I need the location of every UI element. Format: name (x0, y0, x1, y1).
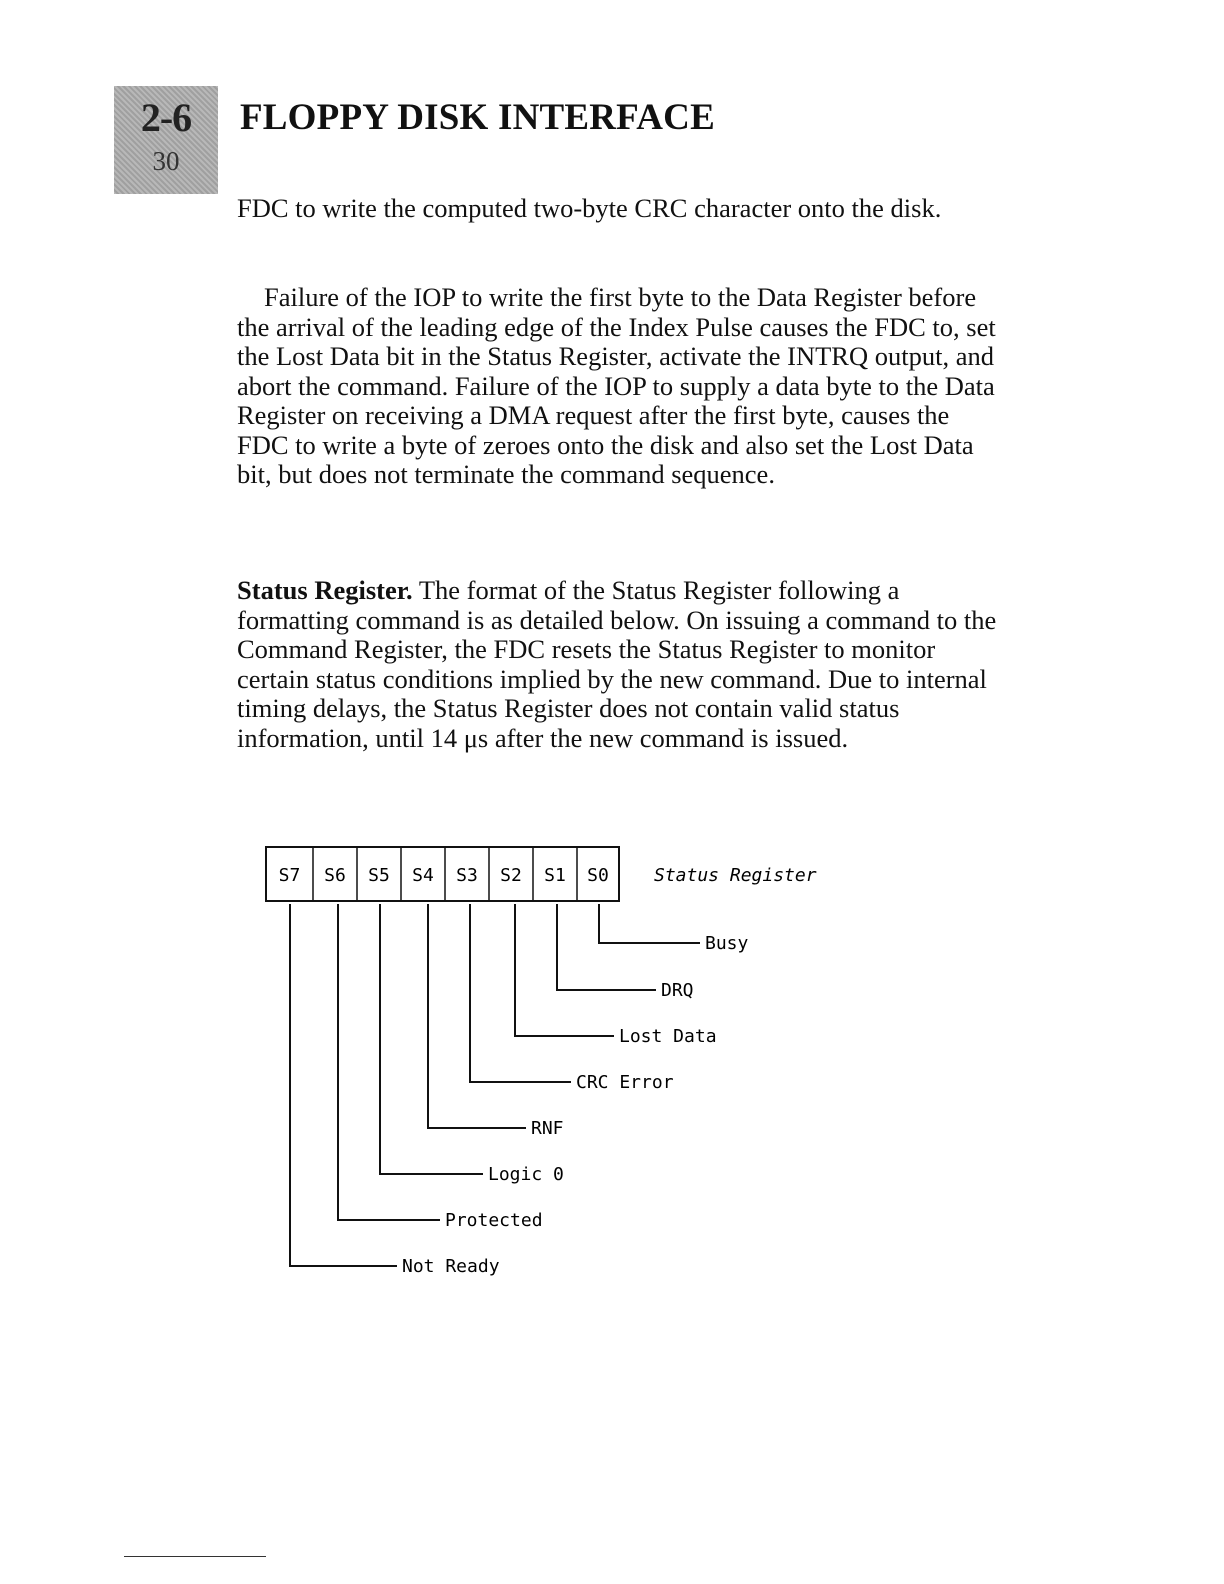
bit-label-s6: S6 (324, 865, 346, 886)
section-number: 2-6 (140, 95, 192, 140)
leader-line-s6 (338, 904, 440, 1220)
page-title: FLOPPY DISK INTERFACE (240, 97, 715, 138)
leader-line-s3 (470, 904, 571, 1082)
bit-output-labels (402, 933, 749, 1277)
register-outline (266, 847, 619, 901)
output-label-s6: Protected (445, 1210, 543, 1231)
bit-label-s2: S2 (500, 865, 522, 886)
output-label-s4: RNF (531, 1118, 564, 1139)
output-label-s0: Busy (705, 933, 749, 954)
output-label-s2: Lost Data (619, 1026, 717, 1047)
bit-label-s4: S4 (412, 865, 434, 886)
status-register-heading: Status Register. (237, 575, 413, 605)
status-register-body: The format of the Status Register following a formatting command is as detailed below. On issuing a command to the Command Register, the FDC resets the Status Register to monitor certain status conditions implied by the new command. Due to internal timing delays, the Status Register does not contain valid status information, until 14 μs after the new command is issued. (237, 575, 997, 753)
leader-line-s0 (599, 904, 700, 943)
leader-line-s1 (557, 904, 656, 990)
footnote-rule (124, 1556, 266, 1557)
bit-label-s3: S3 (456, 865, 478, 886)
bit-label-s5: S5 (368, 865, 390, 886)
output-label-s5: Logic 0 (488, 1164, 564, 1185)
output-label-s7: Not Ready (402, 1256, 500, 1277)
output-label-s3: CRC Error (576, 1072, 674, 1093)
output-label-s1: DRQ (661, 980, 694, 1001)
leader-line-s5 (380, 904, 483, 1174)
paragraph-crc: FDC to write the computed two-byte CRC character onto the disk. (237, 193, 942, 223)
paragraph-failure: Failure of the IOP to write the first byte to the Data Register before the arrival of the leading edge of the Index Pulse causes the FDC to, set the Lost Data bit in the Status Register, activate the INTRQ output, and abort the command. Failure of the IOP to supply a data byte to the Data Register on receiving a DMA request after the first byte, causes the FDC to write a byte of zeroes onto the disk and also set the Lost Data bit, but does not terminate the command sequence. (237, 282, 996, 489)
leader-line-s4 (428, 904, 526, 1128)
register-caption: Status Register (654, 865, 817, 886)
bit-label-s0: S0 (587, 865, 609, 886)
bit-label-s7: S7 (278, 865, 301, 886)
bit-label-s1: S1 (544, 865, 566, 886)
register-cells (266, 847, 619, 901)
page-number: 30 (152, 146, 180, 176)
